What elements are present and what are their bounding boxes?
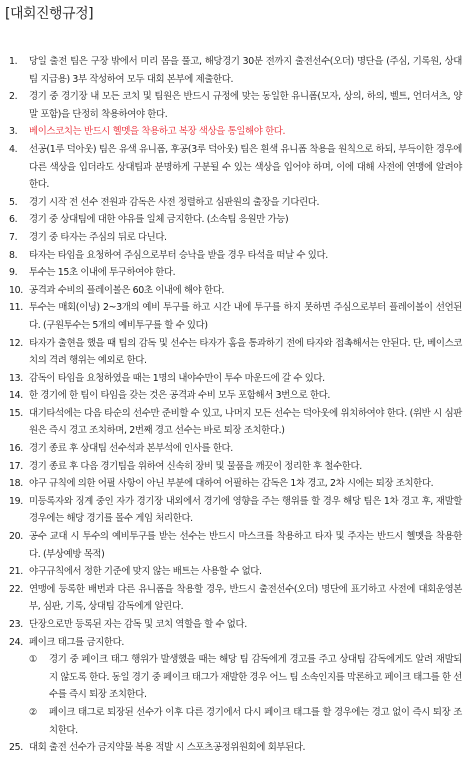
rule-item [0,458,472,476]
rule-text: 공격과 수비의 플레이볼은 60초 이내에 해야 한다. [29,284,225,296]
rule-number: 7. [9,231,18,243]
rule-number: 21. [9,566,23,578]
rule-text: 대기타석에는 다음 타순의 선수만 준비할 수 있고, 나머지 모든 선수는 덕아웃에 위치하여야 한다. (위반 시 심판원은 즉시 경고 조치하며, 2번째 경고 선수는 바로 퇴장 조치한다.) [29,407,462,437]
rule-text: 경기 중 경기장 내 모든 코치 및 팀원은 반드시 규정에 맞는 동일한 유니폼(모자, 상의, 하의, 벨트, 언더셔츠, 양말 포함)을 단정히 착용하여야 한다. [29,91,462,120]
rule-number: 18. [9,478,23,490]
rule-number: 23. [9,619,23,630]
rule-item [0,211,472,229]
sub-rule-item [0,651,472,704]
rule-text: 야구규칙에서 정한 기준에 맞지 않는 배트는 사용할 수 없다. [29,566,262,578]
rule-number: 11. [9,302,23,314]
rule-number: 5. [9,196,18,208]
rule-item [0,563,472,581]
rule-text: 연맹에 등록한 배번과 다른 유니폼을 착용할 경우, 반드시 출전선수(오더) 명단에 표기하고 사전에 대회운영본부, 심판, 기록, 상대팀 감독에게 알린다. [29,583,462,613]
rule-item [0,616,472,634]
rule-text: 경기 중 상대팀에 대한 야유를 일체 금지한다. (소속팀 응원만 가능) [29,214,289,226]
rule-text: 경기 시작 전 선수 전원과 감독은 사전 정렬하고 심판원의 출장을 기다린다. [29,196,320,208]
sub-rule-marker: ① [29,654,38,666]
rule-number: 24. [9,636,23,648]
rule-number: 4. [9,143,18,155]
rule-item [0,405,472,440]
rule-text: 한 경기에 한 팀이 타임을 갖는 것은 공격과 수비 모두 포함해서 3번으로 한다. [29,390,330,402]
rule-item [0,247,472,265]
rule-number: 12. [9,337,23,349]
rule-text: 야구 규칙에 의한 어필 사항이 아닌 부분에 대하여 어필하는 감독은 1차 경고, 2차 시에는 퇴장 조치한다. [29,478,434,490]
rule-text: 대회 출전 선수가 금지약물 복용 적발 시 스포츠공정위원회에 회부된다. [29,742,306,754]
rule-item [0,634,472,652]
rule-text: 단장으로만 등록된 자는 감독 및 코치 역할을 할 수 없다. [29,619,247,630]
rule-text: 투수는 15초 이내에 투구하여야 한다. [29,267,176,279]
sub-rule-text: 페이크 태그로 퇴장된 선수가 이후 다른 경기에서 다시 페이크 태그를 할 경우에는 경고 없이 즉시 퇴장 조치한다. [49,706,462,736]
rule-item [0,475,472,493]
rule-number: 17. [9,460,23,472]
rule-item [0,440,472,458]
rule-text: 미등록자와 징계 중인 자가 경기장 내외에서 경기에 영향을 주는 행위를 할 경우 해당 팀은 1차 경고 후, 재발할 경우에는 해당 경기를 몰수 게임 처리한다. [29,495,462,525]
sub-rule-text: 경기 중 페이크 태그 행위가 발생했을 때는 해당 팀 감독에게 경고를 주고 상대팀 감독에게도 알려 재발되지 않도록 한다. 동일 경기 중 페이크 태그가 재발한 경우 어느 팀 소속인지를 막론하고 페이크 태그를 한 선수를 즉시 퇴장 조치한다. [49,654,463,701]
rule-number: 14. [9,390,23,402]
rule-item [0,739,472,757]
rule-number: 20. [9,531,23,543]
rule-number: 10. [9,284,23,296]
rule-text: 페이크 태그를 금지한다. [29,636,124,648]
rules-list [0,53,472,757]
rule-number: 1. [9,56,18,67]
rule-text: 선공(1루 덕아웃) 팀은 유색 유니폼, 후공(3루 덕아웃) 팀은 흰색 유니폼 착용을 원칙으로 하되, 부득이한 경우에 다른 색상을 입더라도 상대팀과 분명하게 구분될 수 있는 색상을 입어야 하며, 이에 대해 사전에 연맹에 알려야 한다. [29,143,462,191]
rule-text: 타자가 출현을 했을 때 팀의 감독 및 선수는 타자가 홈을 통과하기 전에 타자와 접촉해서는 안된다. 단, 베이스코치의 격려 행위는 예외로 한다. [29,337,462,367]
rule-item [0,335,472,370]
rule-item [0,528,472,563]
rule-text-red: 베이스코치는 반드시 헬멧을 착용하고 복장 색상을 통일해야 한다. [29,126,286,138]
sub-rule-marker: ② [29,706,38,718]
rule-item [0,88,472,123]
rule-number: 8. [9,249,18,261]
rule-number: 25. [9,742,23,754]
rule-number: 9. [9,267,18,279]
rule-item [0,264,472,282]
rule-number: 15. [9,407,23,419]
rule-item [0,194,472,212]
rule-text: 공수 교대 시 투수의 예비투구를 받는 선수는 반드시 마스크를 착용하고 타자 및 주자는 반드시 헬멧을 착용한다. (부상예방 목적) [29,531,462,560]
rule-item [0,53,472,88]
document-title: [대회진행규정] [5,6,94,22]
rule-number: 6. [9,214,18,226]
rule-text: 경기 종료 후 상대팀 선수석과 본부석에 인사를 한다. [29,443,233,455]
rule-text: 투수는 매회(이닝) 2~3개의 예비 투구를 하고 시간 내에 투구를 하지 못하면 주심으로부터 플레이볼이 선언된다. (구원투수는 5개의 예비투구를 할 수 있다) [29,302,462,331]
rule-item [0,229,472,247]
rule-number: 19. [9,495,23,507]
rule-item [0,370,472,388]
rule-text: 당일 출전 팀은 구장 밖에서 미리 몸을 풀고, 해당경기 30분 전까지 출전선수(오더) 명단을 (주심, 기록원, 상대팀 지급용) 3부 작성하여 모두 대회 본부에 제출한다. [29,56,462,85]
rule-text: 경기 종료 후 다음 경기팀을 위하여 신속히 장비 및 물품을 깨끗이 정리한 후 철수한다. [29,460,362,472]
sub-rule-item [0,704,472,739]
rule-item [0,387,472,405]
rule-number: 2. [9,91,18,103]
rule-text: 감독이 타임을 요청하였을 때는 1명의 내야수만이 투수 마운드에 갈 수 있다. [29,372,325,384]
rule-item [0,141,472,194]
rule-item [0,299,472,334]
rule-text: 타자는 타임을 요청하여 주심으로부터 승낙을 받을 경우 타석을 떠날 수 있다. [29,249,328,261]
rule-number: 16. [9,443,23,455]
rule-item [0,493,472,528]
rule-item-highlighted [0,123,472,141]
rule-item [0,581,472,616]
rule-number: 22. [9,583,23,595]
rule-number: 13. [9,372,23,384]
rule-number: 3. [9,126,18,138]
rule-text: 경기 중 타자는 주심의 뒤로 다닌다. [29,231,167,243]
rule-item [0,282,472,300]
